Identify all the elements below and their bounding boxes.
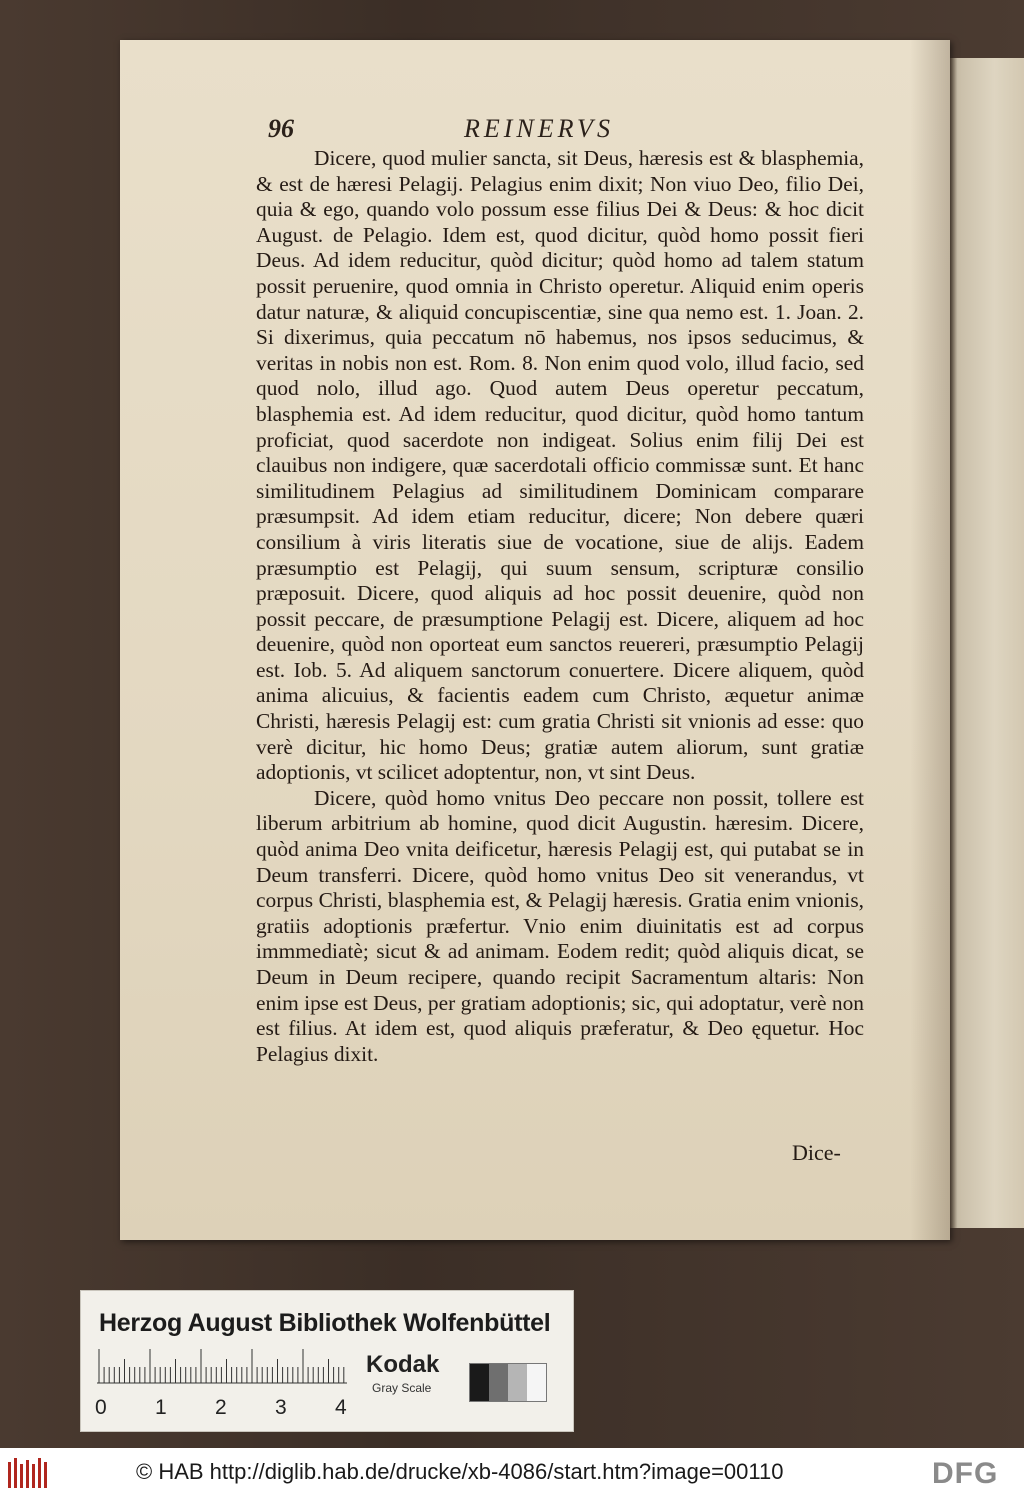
- kodak-brand: Kodak: [366, 1351, 440, 1378]
- page-text: [256, 146, 864, 1067]
- ruler-number-3: 3: [275, 1396, 287, 1419]
- footer-bar: [0, 1448, 1024, 1501]
- running-head-title: REINERVS: [464, 114, 614, 143]
- ruler-number-4: 4: [335, 1396, 347, 1419]
- facing-page-edge: [950, 58, 1024, 1228]
- paragraph-1: Dicere, quod mulier sancta, sit Deus, hæresis est & blasphemia, & est de hæresi Pelagij. Pelagius enim dixit; Non viuo Deo, filio Dei, quia & ego, quando volo possum esse filius Dei & Deus: & hoc dicit August. de Pelagio. Idem est, quod dicitur, quòd homo possit fieri Deus. Ad idem reducitur, quòd dicitur; quòd homo ad talem statum possit peruenire, quod omnia in Christo operetur. Aliquid enim operis datur naturæ, & aliquid concupiscentiæ, sine qua nemo est. 1. Joan. 2. Si dixerimus, quia peccatum nō habemus, nos ipsos seducimus, & veritas in nobis non est. Rom. 8. Non enim quod volo, illud facio, sed quod nolo, illud ago. Quod autem Deus operetur peccatum, blasphemia est. Ad idem reducitur, quod dicitur, quòd homo tantum proficiat, quod sacerdote non indigeat. Solius enim filij Dei est clauibus non indigere, quæ sacerdotali officio commissæ sunt. Et hanc similitudinem Pelagius ad similitudinem Dominicam comparare præsumpsit. Ad idem etiam reducitur, dicere; Non debere quæri consilium à viris literatis siue de vocatione, siue de alijs. Eadem præsumptio est Pelagij, qui suum sensum, scripturæ consilio præposuit. Dicere, quod aliquis ad hoc possit deuenire, quòd non possit peccare, de præsumptione Pelagij est. Dicere, aliquem ad hoc deuenire, quòd non oporteat eum sanctos reuereri, præsumptio Pelagij est. Iob. 5. Ad aliquem sanctorum conuertere. Dicere aliquem, quòd anima alicuius, & facientis eadem cum Christo, æquetur animæ Christi, hæresis Pelagij est: cum gratia Christi sit vnionis ad esse: quo verè dicitur, hic homo Deus; gratiæ autem aliorum, sunt gratiæ adoptionis, vt scilicet adoptentur, non, vt sint Deus.: [256, 146, 864, 785]
- catchword: Dice-: [792, 1140, 841, 1165]
- gray-patch-dark: [489, 1364, 508, 1401]
- gray-patch-black: [470, 1364, 489, 1401]
- dfg-logo: DFG: [932, 1457, 999, 1490]
- ruler-number-1: 1: [155, 1396, 167, 1419]
- paragraph-2: Dicere, quòd homo vnitus Deo peccare non possit, tollere est liberum arbitrium ab homine, quod dicit Augustin. hæresim. Dicere, quòd anima Deo vnita deificetur, hæresis Pelagij est, qui putabat se in Deum transferri. Dicere, quòd homo vnitus Deo sit venerandus, vt corpus Christi, blasphemia est, & Pelagij hæresis. Gratia enim vnionis, gratiis adoptionis præfertur. Vnio enim diuinitatis est ad corpus immmediatè; sicut & ad animam. Eodem redit; quòd aliquis dicat, se Deum in Deum recipere, quando recipit Sacramentum altaris: Non enim ipse est Deus, per gratiam adoptionis; sic, qui adoptatur, verè non est filius. At idem est, quod aliquis præferatur, & Deo ęquetur. Hoc Pelagius dixit.: [256, 785, 864, 1066]
- ruler-number-0: 0: [95, 1396, 107, 1419]
- gray-patch-white: [527, 1364, 546, 1401]
- library-name: Herzog August Bibliothek Wolfenbüttel: [99, 1309, 551, 1337]
- page-number: 96: [268, 114, 294, 143]
- ruler-number-2: 2: [215, 1396, 227, 1419]
- gray-patch-light: [508, 1364, 527, 1401]
- library-label-card: [80, 1290, 574, 1432]
- hab-logo-icon: [8, 1458, 48, 1490]
- ruler-scale: [97, 1349, 347, 1385]
- gray-scale-patches: [469, 1363, 547, 1402]
- gray-scale-label: Gray Scale: [372, 1381, 432, 1395]
- copyright-url: © HAB http://diglib.hab.de/drucke/xb-4086/start.htm?image=00110: [136, 1459, 784, 1484]
